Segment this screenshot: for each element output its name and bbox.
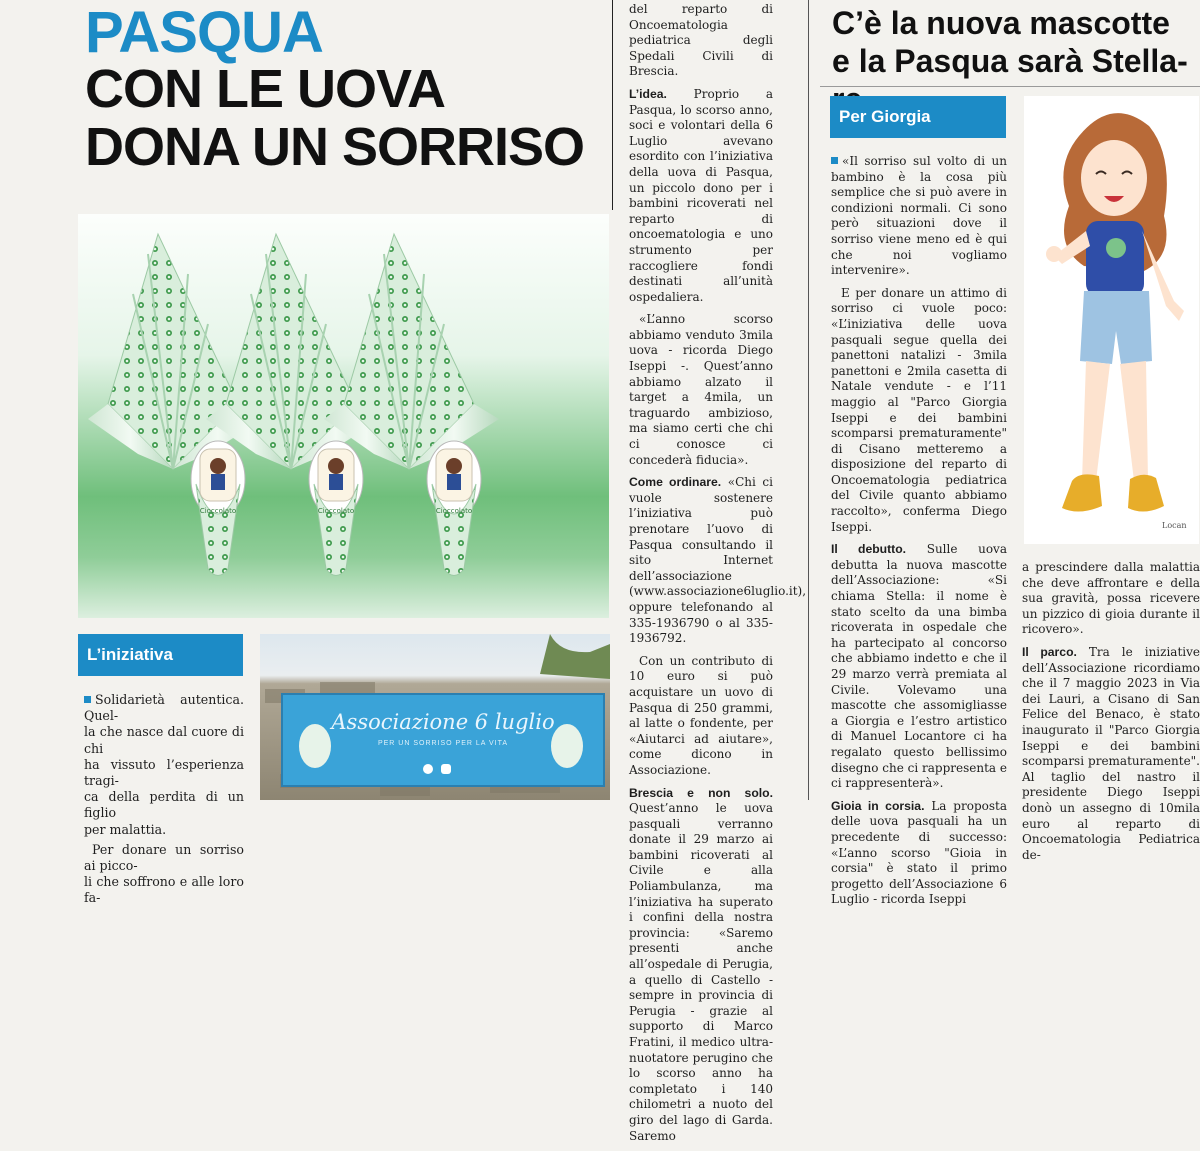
bullet-square-icon (831, 157, 838, 164)
right-column-right (1022, 560, 1200, 870)
left-body-line: ha vissuto l’esperienza tragi- (84, 756, 244, 789)
paragraph-smile (831, 154, 1007, 279)
left-body-line: ca della perdita di un figlio (84, 789, 244, 821)
middle-intro: del reparto di Oncoematologia pediatrica degli Spedali Civili di Brescia. (629, 2, 773, 79)
text-brescia: Quest’anno le uova pasquali verranno donate il 29 marzo ai bambini ricoverati al Civile e alla Poliambulanza, ma l’iniziativa ha superato i confini della nostra provincia: «Saremo presenti anche all’ospedale di Perugia, a quello di Castello - sempre in provincia di Perugia - grazie al supporto di Marco Fratini, il medico ultra-nuotatore perugino che lo scorso anno ha completato i 140 chilometri a nuoto del giro del lago di Garda. Saremo (629, 801, 773, 1143)
headline-divider (820, 86, 1200, 87)
column-rule (612, 0, 613, 210)
paragraph-order (629, 475, 807, 647)
svg-text:Cioccolato: Cioccolato (435, 507, 473, 515)
text-order: «Chi ci vuole sostenere l’iniziativa può prenotare l’uovo di Pasqua consultando il sito Internet dell’associazione (www.associazione6luglio.it), oppure telefonando al 335-1936790 o al 335-1936792. (629, 475, 807, 646)
mascot-shorts (1080, 291, 1152, 364)
banner-photo (260, 634, 610, 800)
svg-text:Cioccolato: Cioccolato (317, 507, 355, 515)
svg-text:Cioccolato: Cioccolato (199, 507, 237, 515)
thumbs-up-hand (1046, 246, 1062, 262)
paragraph-initiative: E per donare un attimo di sorriso ci vuole poco: «L’iniziativa delle uova pasquali segue quella dei panettoni natalizi - 3mila panettoni e 2mila casetta di Natale vendute - e l’11 maggio al "Parco Giorgia Iseppi e dei bambini scomparsi prematuramente" di Cisano metteremo a disposizione del reparto di Oncoematologia pediatrica del Civile quanto abbiamo raccolto», conferma Diego Iseppi. (831, 285, 1007, 534)
lead-park: Il parco. (1022, 644, 1077, 659)
mascot-stella-illustration (1024, 96, 1199, 544)
facebook-icon (423, 764, 433, 774)
lead-brescia: Brescia e non solo. (629, 785, 773, 800)
text-park: Tra le iniziative dell’Associazione ricordiamo che il 7 maggio 2023 in Via dei Lauri, a Cisano di San Felice del Benaco, è stato inaugurato il "Parco Giorgia Iseppi e dei bambini scomparsi prematuramente". Al taglio del nastro il presidente Diego Iseppi donò un assegno di 10mila euro al reparto di Oncoematologia Pediatrica de- (1022, 644, 1200, 862)
tag-iniziativa: L’iniziativa (78, 634, 243, 676)
text-gioia: La proposta delle uova pasquali ha un precedente di successo: «L’anno scorso "Gioia in corsia" è stato il primo progetto dell’Associazione 6 Luglio - ricorda Iseppi (831, 798, 1007, 907)
paragraph-gioia-continued: a prescindere dalla malattia che deve affrontare e della sua gravità, possa ricevere un pizzico di gioia durante il ricovero». (1022, 560, 1200, 637)
left-body-line: li che soffrono e alle loro fa- (84, 874, 244, 906)
text-idea: Proprio a Pasqua, lo scorso anno, soci e volontari della 6 Luglio avevano esordito con l’iniziativa della uova di Pasqua, un piccolo dono per i bambini ricoverati nel reparto di oncoematologia e uno strumento per raccogliere fondi destinati all’unità ospedaliera. (629, 86, 773, 304)
tag-per-giorgia: Per Giorgia (830, 96, 1006, 138)
paragraph-contribution: Con un contributo di 10 euro si può acquistare un uovo di Pasqua di 250 grammi, al latte o fondente, per «Aiutarci ad aiutare», come dicono in Associazione. (629, 653, 773, 777)
mascot-boot-left (1062, 474, 1102, 511)
left-body-line: la che nasce dal cuore di chi (84, 724, 244, 756)
left-article-body (84, 692, 244, 907)
left-body-line: Per donare un sorriso ai picco- (84, 841, 244, 874)
lead-gioia: Gioia in corsia. (831, 798, 925, 813)
mascot-shirt (1086, 221, 1144, 296)
instagram-icon (441, 764, 451, 774)
headline-pasqua: PASQUA (85, 0, 323, 65)
lead-idea: L’idea. (629, 86, 667, 101)
paragraph-debut (831, 542, 1007, 792)
right-headline: C’è la nuova mascotte e la Pasqua sarà Stella- (832, 5, 1188, 79)
bullet-square-icon (84, 696, 91, 703)
paragraph-quote: «L’anno scorso abbiamo venduto 3mila uova - ricorda Diego Iseppi -. Quest’anno abbiamo alzato il target a 4mila, un traguardo ambizioso, ma siamo certi che chi ci conosce ci concederà fiducia». (629, 312, 773, 467)
right-column-left (831, 154, 1007, 915)
lead-order: Come ordinare. (629, 475, 722, 490)
artist-signature: Locan (1162, 521, 1187, 530)
text-smile: «Il sorriso sul volto di un bambino è la cosa più semplice che si può avere in condizioni normali. Ci sono però situazioni dove il sorriso viene meno ed è qui che noi vogliamo intervenire». (831, 154, 1007, 278)
mascot-drawing (1024, 96, 1199, 544)
paragraph-gioia (831, 799, 1007, 908)
mascot-face (1081, 140, 1147, 216)
paragraph-brescia (629, 786, 773, 1145)
banner-title: Associazione 6 luglio (331, 710, 555, 734)
easter-eggs-photo (78, 214, 609, 618)
left-body-line: per malattia. (84, 821, 167, 837)
easter-eggs-illustration (78, 214, 609, 618)
headline-line-2: CON LE UOVA (85, 59, 446, 119)
middle-column (629, 2, 807, 1151)
lead-debut: Il debutto. (831, 542, 907, 557)
left-body-line: Solidarietà autentica. Quel- (84, 692, 244, 724)
banner-subtitle: PER UN SORRISO PER LA VITA (377, 740, 509, 747)
mascot-boot-right (1128, 475, 1164, 512)
headline-line-3: DONA UN SORRISO (85, 117, 585, 177)
column-rule (808, 0, 809, 800)
text-debut: Sulle uova debutta la nuova mascotte dell’Associazione: «Si chiama Stella: il nome è stato scelto da una bimba ricoverata in ospedale che ha partecipato al concorso che abbiamo indetto e che il 29 marzo verrà premiata al Civile. Volevamo una mascotte che assomigliasse a Giorgia e l’estro artistico di Manuel Locantore ci ha regalato questo bellissimo disegno che ci rappresenta e ci rappresenterà». (831, 542, 1007, 791)
paragraph-idea (629, 87, 773, 305)
paragraph-park (1022, 645, 1200, 863)
